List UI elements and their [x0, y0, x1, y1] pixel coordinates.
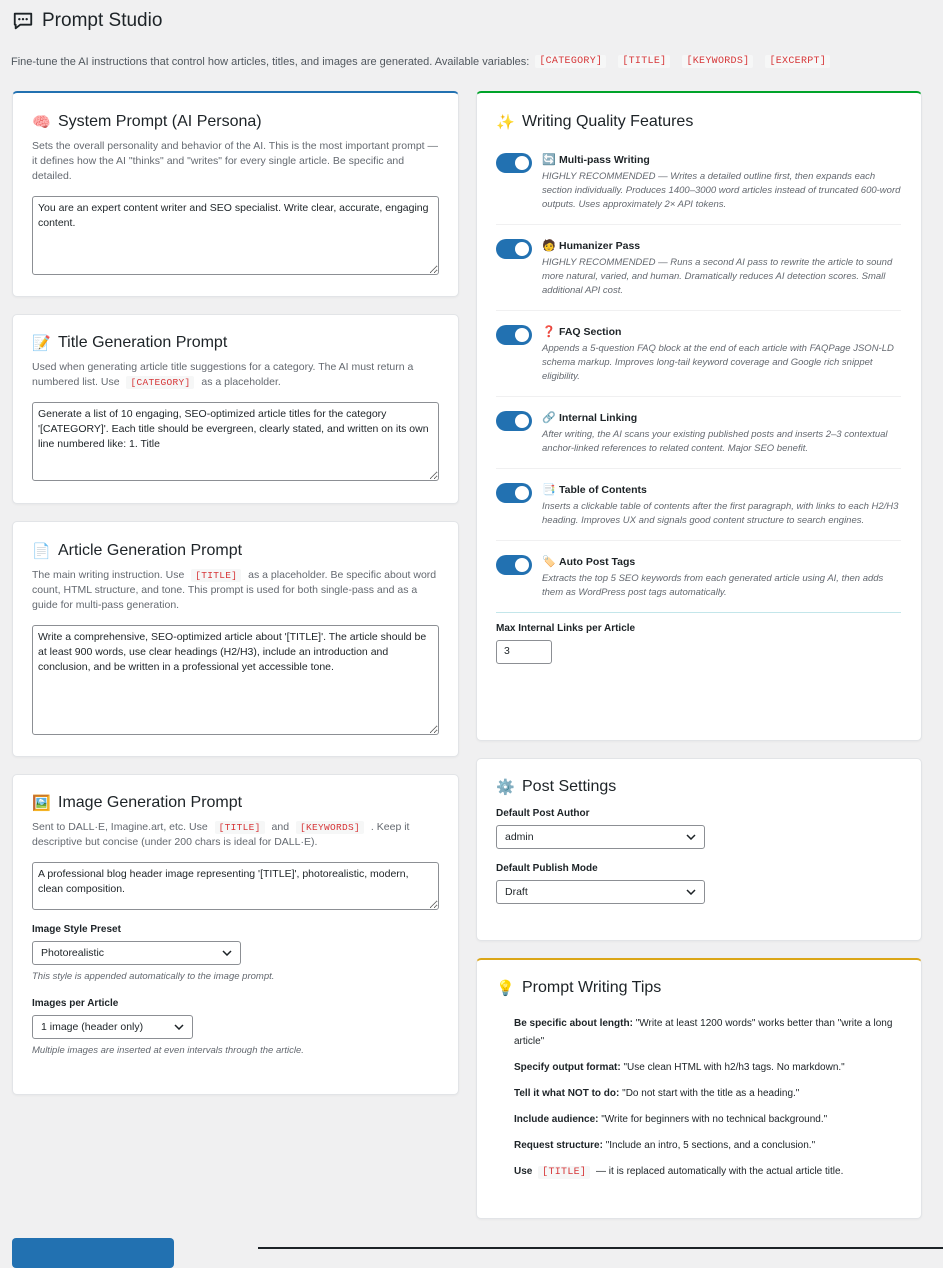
feature-title — [542, 153, 901, 166]
feature-auto-tags — [496, 541, 901, 613]
images-per-article-help: Multiple images are inserted at even intervals through the article. — [32, 1045, 304, 1056]
memo-icon: 📝 — [32, 335, 51, 352]
auto-tags-toggle[interactable] — [496, 555, 532, 575]
multi-pass-toggle[interactable] — [496, 153, 532, 173]
feature-list — [496, 139, 901, 613]
author-select[interactable] — [496, 825, 705, 849]
speech-bubble-icon — [12, 10, 34, 32]
link-icon: 🔗 — [542, 412, 556, 424]
tip-text: — it is replaced automatically with the actual article title. — [596, 1166, 844, 1177]
post-settings-title — [496, 778, 901, 796]
tips-list — [496, 1015, 901, 1182]
tip-item — [514, 1059, 901, 1077]
internal-linking-toggle[interactable] — [496, 411, 532, 431]
tip-item — [514, 1163, 901, 1182]
card-title-text: Writing Quality Features — [522, 113, 694, 130]
page-title — [12, 10, 162, 32]
desc-part: Sent to DALL·E, Imagine.art, etc. Use — [32, 821, 208, 833]
tip-bold: Use — [514, 1166, 533, 1177]
variable-chip: [TITLE] — [618, 55, 670, 68]
lightbulb-icon: 💡 — [496, 980, 515, 997]
feature-title — [542, 483, 901, 496]
variable-chip: [TITLE] — [191, 569, 241, 582]
image-prompt-title — [32, 794, 438, 812]
chevron-down-icon — [174, 1021, 184, 1033]
writing-features-card — [476, 91, 922, 741]
question-icon: ❓ — [542, 326, 556, 338]
faq-toggle[interactable] — [496, 325, 532, 345]
feature-title — [542, 239, 901, 252]
image-style-select[interactable] — [32, 941, 241, 965]
variable-chip: [EXCERPT] — [765, 55, 830, 68]
feature-desc: Inserts a clickable table of contents after the first paragraph, with links to each H2/H3 heading. Improves UX and signals good content structure to search engines. — [542, 501, 899, 526]
tag-icon: 🏷️ — [542, 556, 556, 568]
system-prompt-textarea[interactable] — [32, 196, 439, 275]
feature-desc: HIGHLY RECOMMENDED — Runs a second AI pass to rewrite the article to sound more natural, varied, and human. Dramatically reduces AI detection scores. Small additional API cost. — [542, 257, 893, 296]
title-prompt-description — [32, 360, 438, 390]
title-prompt-title — [32, 334, 438, 352]
variable-chip: [CATEGORY] — [126, 376, 194, 389]
feature-desc: Appends a 5-question FAQ block at the end of each article with FAQPage JSON-LD schema markup. Improves long-tail keyword coverage and Google rich snippet eligibility. — [542, 343, 894, 382]
card-title-text: Prompt Writing Tips — [522, 979, 662, 996]
humanizer-toggle[interactable] — [496, 239, 532, 259]
image-style-help: This style is appended automatically to the image prompt. — [32, 971, 275, 982]
card-title-text: Title Generation Prompt — [58, 334, 228, 351]
features-title — [496, 113, 901, 131]
tip-bold: Specify output format: — [514, 1062, 621, 1073]
article-prompt-description — [32, 568, 438, 613]
tip-text: "Use clean HTML with h2/h3 tags. No markdown." — [623, 1062, 845, 1073]
feature-name: Multi-pass Writing — [559, 153, 650, 166]
article-prompt-title — [32, 542, 438, 560]
tip-text: "Write at least 1200 words" works better than "write a long article" — [514, 1018, 893, 1047]
intro-sentence: Fine-tune the AI instructions that control how articles, titles, and images are generated. Available variables: — [11, 55, 530, 68]
sparkles-icon: ✨ — [496, 114, 515, 131]
list-icon: 📑 — [542, 484, 556, 496]
select-value: 1 image (header only) — [41, 1021, 144, 1033]
post-settings-card — [476, 758, 922, 941]
card-title-text: Article Generation Prompt — [58, 542, 243, 559]
feature-humanizer — [496, 225, 901, 311]
document-icon: 📄 — [32, 543, 51, 560]
feature-title — [542, 325, 901, 338]
page-title-text: Prompt Studio — [42, 10, 163, 31]
select-value: Draft — [505, 886, 528, 898]
author-label: Default Post Author — [496, 808, 590, 819]
variable-chip: [TITLE] — [538, 1166, 590, 1179]
images-per-article-select[interactable] — [32, 1015, 193, 1039]
images-per-article-label: Images per Article — [32, 998, 119, 1009]
select-value: admin — [505, 831, 534, 843]
desc-part: as a placeholder. — [201, 376, 281, 388]
system-prompt-title — [32, 113, 438, 131]
max-links-label: Max Internal Links per Article — [496, 623, 636, 634]
tip-bold: Be specific about length: — [514, 1018, 633, 1029]
system-prompt-description: Sets the overall personality and behavior of the AI. This is the most important prompt — it defines how the AI "thinks" and "writes" for every single article. Be specific and detailed. — [32, 140, 439, 182]
variable-chip: [KEYWORDS] — [296, 821, 364, 834]
image-prompt-card — [12, 774, 459, 1095]
image-prompt-description — [32, 820, 438, 850]
card-title-text: Post Settings — [522, 778, 617, 795]
desc-part: . Keep it descriptive but concise (under 200 chars is ideal for DALL·E). — [32, 821, 410, 848]
feature-name: Auto Post Tags — [559, 555, 636, 568]
feature-name: Internal Linking — [559, 411, 638, 424]
article-prompt-card — [12, 521, 459, 757]
feature-faq — [496, 311, 901, 397]
chevron-down-icon — [222, 947, 232, 959]
tip-bold: Include audience: — [514, 1114, 599, 1125]
picture-icon: 🖼️ — [32, 795, 51, 812]
tip-item — [514, 1085, 901, 1103]
card-title-text: Image Generation Prompt — [58, 794, 243, 811]
feature-name: Humanizer Pass — [559, 239, 641, 252]
variable-chip: [CATEGORY] — [535, 55, 606, 68]
feature-desc: After writing, the AI scans your existing published posts and inserts 2–3 contextual anchor-linked references to related content. Major SEO benefit. — [542, 429, 888, 454]
image-prompt-textarea[interactable] — [32, 862, 439, 910]
tips-title — [496, 979, 901, 997]
face-icon: 🧑 — [542, 240, 556, 252]
tip-bold: Request structure: — [514, 1140, 603, 1151]
publish-mode-label: Default Publish Mode — [496, 863, 598, 874]
save-button[interactable] — [12, 1238, 174, 1268]
tip-text: "Write for beginners with no technical background." — [601, 1114, 828, 1125]
feature-desc: HIGHLY RECOMMENDED — Writes a detailed outline first, then expands each section individually. Produces 1400–3000 word articles instead of truncated 600-word outputs. Uses approximately 2× API tokens. — [542, 171, 901, 210]
feature-name: FAQ Section — [559, 325, 622, 338]
feature-title — [542, 555, 901, 568]
publish-mode-select[interactable] — [496, 880, 705, 904]
feature-name: Table of Contents — [559, 483, 647, 496]
feature-desc: Extracts the top 5 SEO keywords from each generated article using AI, then adds them as WordPress post tags automatically. — [542, 573, 884, 598]
chevron-down-icon — [686, 886, 696, 898]
variable-chip: [TITLE] — [215, 821, 265, 834]
desc-part: Used when generating article title suggestions for a category. The AI must return a numbered list. Use — [32, 361, 414, 388]
tip-text: "Do not start with the title as a heading." — [622, 1088, 800, 1099]
refresh-icon: 🔄 — [542, 154, 556, 166]
select-value: Photorealistic — [41, 947, 105, 959]
variable-chip: [KEYWORDS] — [682, 55, 753, 68]
image-style-label: Image Style Preset — [32, 924, 121, 935]
feature-internal-linking — [496, 397, 901, 469]
title-prompt-textarea[interactable] — [32, 402, 439, 481]
tip-bold: Tell it what NOT to do: — [514, 1088, 620, 1099]
tip-text: "Include an intro, 5 sections, and a conclusion." — [605, 1140, 816, 1151]
tip-item — [514, 1137, 901, 1155]
desc-part: and — [271, 821, 290, 833]
prompt-tips-card — [476, 958, 922, 1219]
card-title-text: System Prompt (AI Persona) — [58, 113, 262, 130]
feature-title — [542, 411, 901, 424]
feature-toc — [496, 469, 901, 541]
feature-multi-pass — [496, 139, 901, 225]
brain-icon: 🧠 — [32, 114, 51, 131]
article-prompt-textarea[interactable] — [32, 625, 439, 735]
title-prompt-card — [12, 314, 459, 504]
max-links-input[interactable]: 3 — [496, 640, 552, 664]
toc-toggle[interactable] — [496, 483, 532, 503]
intro-text — [11, 55, 931, 68]
desc-part: The main writing instruction. Use — [32, 569, 185, 581]
system-prompt-card — [12, 91, 459, 297]
tip-item — [514, 1015, 901, 1051]
tip-item — [514, 1111, 901, 1129]
chevron-down-icon — [686, 831, 696, 843]
desc-part: as a placeholder. Be specific about word count, HTML structure, and tone. This prompt is used for both single-pass and as a guide for multi-pass generation. — [32, 569, 437, 611]
gear-icon: ⚙️ — [496, 779, 515, 796]
